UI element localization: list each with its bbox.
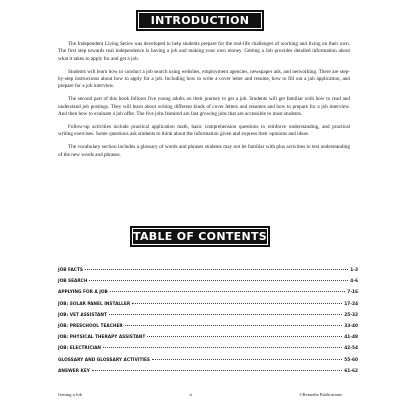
toc-entry <box>58 324 358 335</box>
toc-leader <box>132 303 342 304</box>
table-of-contents <box>58 268 358 380</box>
introduction-heading: INTRODUCTION <box>136 10 264 31</box>
toc-leader <box>147 336 342 337</box>
toc-leader <box>85 269 348 270</box>
toc-entry-pages: 41-48 <box>344 335 358 341</box>
toc-leader <box>125 325 343 326</box>
toc-entry-pages: 7-16 <box>347 290 358 296</box>
toc-entry-title: JOB: PRESCHOOL TEACHER <box>58 323 123 329</box>
toc-entry <box>58 268 358 279</box>
intro-paragraph-5: The vocabulary section includes a glossary of words and phrases students may not be familiar with plus activities to test understanding of the new words and phrases. <box>58 144 350 158</box>
toc-entry-pages: 42-54 <box>344 346 358 352</box>
toc-entry <box>58 369 358 380</box>
toc-entry-title: JOB SEARCH <box>58 279 88 285</box>
toc-entry-pages: 4-6 <box>350 279 358 285</box>
intro-paragraph-1: The Independent Living Series was developed to help students prepare for the real-life challenges of working and living on their own. The first step towards real independence is having a job and making your own money. Getting a Job provides detailed information about what it takes to apply for and get a job. <box>58 41 350 62</box>
footer-publisher: ©Remedia Publications <box>299 392 342 397</box>
toc-entry-title: ANSWER KEY <box>58 368 90 374</box>
toc-leader <box>92 370 342 371</box>
toc-entry <box>58 302 358 313</box>
page-footer <box>58 392 342 397</box>
intro-paragraph-3: The second part of this book follows five young adults on their journey to get a job. Students will get familiar with how to read and understand job postings. They will learn about writing different kinds of cover letters and resumes and how to prepare for a job interview. And then how to evaluate a job offer. The five jobs featured are fast growing jobs that are accessible to most students. <box>58 96 350 117</box>
table-of-contents-heading: TABLE OF CONTENTS <box>130 226 270 247</box>
footer-page-number: ii <box>189 392 192 397</box>
toc-leader <box>110 291 345 292</box>
toc-entry <box>58 279 358 290</box>
intro-paragraph-2: Students will learn how to conduct a job search using websites, employment agencies, newspaper ads, and networking. There are step-by-step instructions about how to apply for a job. Including how to write a cover letter and resume, how to fill out a job application, and prepare for a job interview. <box>58 68 350 90</box>
toc-entry-pages: 55-60 <box>344 357 358 363</box>
toc-entry-title: JOB FACTS <box>58 268 83 273</box>
toc-entry <box>58 358 358 369</box>
toc-leader <box>103 347 342 348</box>
toc-entry-pages: 25-32 <box>344 312 358 318</box>
intro-paragraph-4: Follow-up activities include practical application math, basic comprehension questions to reinforce understanding, and practical writing exercises. Some questions ask students to think about the information given and express their opinions and ideas. <box>58 124 350 138</box>
toc-entry <box>58 346 358 357</box>
toc-leader <box>152 359 342 360</box>
toc-entry-title: JOB: PHYSICAL THERAPY ASSISTANT <box>58 335 146 341</box>
toc-entry <box>58 335 358 346</box>
toc-entry-title: APPLYING FOR A JOB <box>58 290 108 296</box>
toc-leader <box>109 314 342 315</box>
toc-entry-title: JOB: VET ASSISTANT <box>58 312 107 318</box>
toc-entry-pages: 61-62 <box>344 368 358 374</box>
toc-entry-title: JOB: SOLAR PANEL INSTALLER <box>58 301 131 307</box>
toc-entry-title: GLOSSARY AND GLOSSARY ACTIVITIES <box>58 357 151 363</box>
toc-entry-pages: 17-24 <box>344 301 358 307</box>
toc-entry-pages: 1-3 <box>350 268 358 273</box>
toc-leader <box>89 280 348 281</box>
toc-entry-pages: 33-40 <box>344 323 358 329</box>
toc-entry <box>58 313 358 324</box>
toc-entry <box>58 290 358 301</box>
footer-book-title: Getting a Job <box>58 392 82 397</box>
introduction-body <box>58 41 350 165</box>
toc-entry-title: JOB: ELECTRICIAN <box>58 346 102 352</box>
